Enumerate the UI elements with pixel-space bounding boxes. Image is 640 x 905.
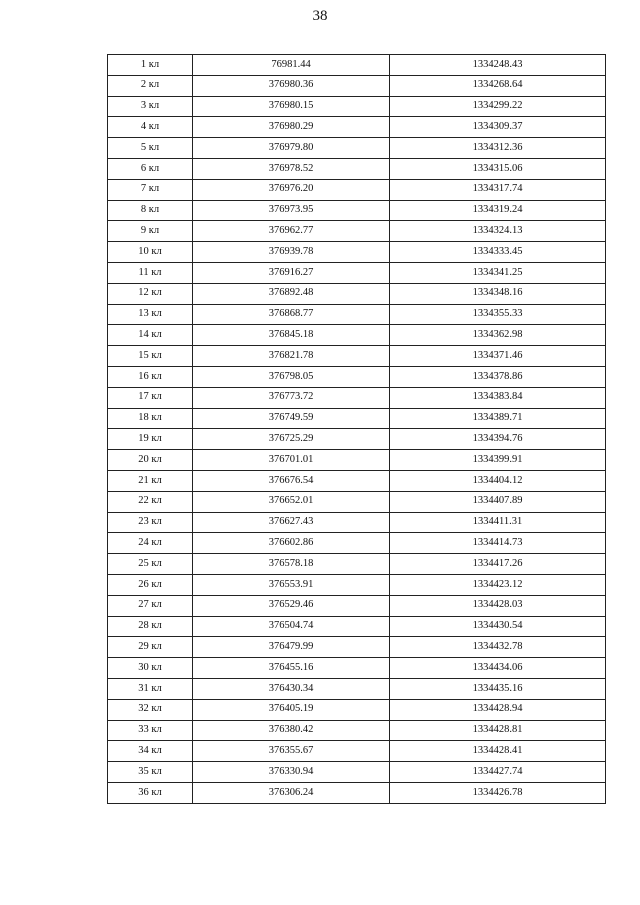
y-coordinate-cell: 1334333.45 xyxy=(390,242,606,263)
y-coordinate-cell: 1334432.78 xyxy=(390,637,606,658)
x-coordinate-cell: 376916.27 xyxy=(193,262,390,283)
point-label-cell: 25 кл xyxy=(108,554,193,575)
y-coordinate-cell: 1334407.89 xyxy=(390,491,606,512)
table-row xyxy=(108,96,606,117)
table-row xyxy=(108,262,606,283)
point-label-cell: 34 кл xyxy=(108,741,193,762)
point-label-cell: 23 кл xyxy=(108,512,193,533)
x-coordinate-cell: 76981.44 xyxy=(193,55,390,76)
x-coordinate-cell: 376962.77 xyxy=(193,221,390,242)
table-row xyxy=(108,325,606,346)
y-coordinate-cell: 1334414.73 xyxy=(390,533,606,554)
y-coordinate-cell: 1334309.37 xyxy=(390,117,606,138)
table-row xyxy=(108,554,606,575)
point-label-cell: 9 кл xyxy=(108,221,193,242)
point-label-cell: 19 кл xyxy=(108,429,193,450)
table-row xyxy=(108,658,606,679)
table-row xyxy=(108,387,606,408)
table-row xyxy=(108,741,606,762)
x-coordinate-cell: 376627.43 xyxy=(193,512,390,533)
y-coordinate-cell: 1334355.33 xyxy=(390,304,606,325)
x-coordinate-cell: 376479.99 xyxy=(193,637,390,658)
y-coordinate-cell: 1334248.43 xyxy=(390,55,606,76)
x-coordinate-cell: 376553.91 xyxy=(193,574,390,595)
y-coordinate-cell: 1334312.36 xyxy=(390,138,606,159)
y-coordinate-cell: 1334428.81 xyxy=(390,720,606,741)
x-coordinate-cell: 376330.94 xyxy=(193,762,390,783)
table-row xyxy=(108,138,606,159)
point-label-cell: 21 кл xyxy=(108,470,193,491)
y-coordinate-cell: 1334315.06 xyxy=(390,158,606,179)
point-label-cell: 17 кл xyxy=(108,387,193,408)
point-label-cell: 3 кл xyxy=(108,96,193,117)
y-coordinate-cell: 1334348.16 xyxy=(390,283,606,304)
table-row xyxy=(108,366,606,387)
y-coordinate-cell: 1334371.46 xyxy=(390,346,606,367)
x-coordinate-cell: 376430.34 xyxy=(193,678,390,699)
x-coordinate-cell: 376773.72 xyxy=(193,387,390,408)
x-coordinate-cell: 376980.36 xyxy=(193,75,390,96)
point-label-cell: 20 кл xyxy=(108,450,193,471)
table-row xyxy=(108,283,606,304)
y-coordinate-cell: 1334299.22 xyxy=(390,96,606,117)
table-row xyxy=(108,158,606,179)
x-coordinate-cell: 376749.59 xyxy=(193,408,390,429)
table-row xyxy=(108,221,606,242)
point-label-cell: 6 кл xyxy=(108,158,193,179)
x-coordinate-cell: 376578.18 xyxy=(193,554,390,575)
x-coordinate-cell: 376504.74 xyxy=(193,616,390,637)
table-row xyxy=(108,242,606,263)
table-row xyxy=(108,595,606,616)
y-coordinate-cell: 1334362.98 xyxy=(390,325,606,346)
y-coordinate-cell: 1334319.24 xyxy=(390,200,606,221)
x-coordinate-cell: 376455.16 xyxy=(193,658,390,679)
y-coordinate-cell: 1334428.03 xyxy=(390,595,606,616)
table-row xyxy=(108,616,606,637)
x-coordinate-cell: 376405.19 xyxy=(193,699,390,720)
point-label-cell: 10 кл xyxy=(108,242,193,263)
y-coordinate-cell: 1334399.91 xyxy=(390,450,606,471)
point-label-cell: 14 кл xyxy=(108,325,193,346)
table-row xyxy=(108,304,606,325)
table-row xyxy=(108,408,606,429)
point-label-cell: 24 кл xyxy=(108,533,193,554)
y-coordinate-cell: 1334423.12 xyxy=(390,574,606,595)
table-row xyxy=(108,720,606,741)
point-label-cell: 7 кл xyxy=(108,179,193,200)
point-label-cell: 16 кл xyxy=(108,366,193,387)
table-row xyxy=(108,75,606,96)
y-coordinate-cell: 1334389.71 xyxy=(390,408,606,429)
y-coordinate-cell: 1334324.13 xyxy=(390,221,606,242)
point-label-cell: 30 кл xyxy=(108,658,193,679)
y-coordinate-cell: 1334428.41 xyxy=(390,741,606,762)
x-coordinate-cell: 376529.46 xyxy=(193,595,390,616)
point-label-cell: 29 кл xyxy=(108,637,193,658)
y-coordinate-cell: 1334430.54 xyxy=(390,616,606,637)
point-label-cell: 2 кл xyxy=(108,75,193,96)
table-row xyxy=(108,117,606,138)
x-coordinate-cell: 376978.52 xyxy=(193,158,390,179)
point-label-cell: 26 кл xyxy=(108,574,193,595)
x-coordinate-cell: 376980.15 xyxy=(193,96,390,117)
table-row xyxy=(108,470,606,491)
y-coordinate-cell: 1334404.12 xyxy=(390,470,606,491)
x-coordinate-cell: 376939.78 xyxy=(193,242,390,263)
y-coordinate-cell: 1334435.16 xyxy=(390,678,606,699)
point-label-cell: 28 кл xyxy=(108,616,193,637)
point-label-cell: 12 кл xyxy=(108,283,193,304)
point-label-cell: 33 кл xyxy=(108,720,193,741)
y-coordinate-cell: 1334394.76 xyxy=(390,429,606,450)
x-coordinate-cell: 376306.24 xyxy=(193,782,390,803)
table-row xyxy=(108,533,606,554)
table-row xyxy=(108,429,606,450)
point-label-cell: 32 кл xyxy=(108,699,193,720)
table-row xyxy=(108,200,606,221)
x-coordinate-cell: 376868.77 xyxy=(193,304,390,325)
table-row xyxy=(108,55,606,76)
y-coordinate-cell: 1334317.74 xyxy=(390,179,606,200)
point-label-cell: 5 кл xyxy=(108,138,193,159)
table-row xyxy=(108,699,606,720)
y-coordinate-cell: 1334426.78 xyxy=(390,782,606,803)
x-coordinate-cell: 376973.95 xyxy=(193,200,390,221)
x-coordinate-cell: 376355.67 xyxy=(193,741,390,762)
x-coordinate-cell: 376821.78 xyxy=(193,346,390,367)
x-coordinate-cell: 376976.20 xyxy=(193,179,390,200)
x-coordinate-cell: 376980.29 xyxy=(193,117,390,138)
x-coordinate-cell: 376602.86 xyxy=(193,533,390,554)
table-row xyxy=(108,637,606,658)
table-row xyxy=(108,782,606,803)
point-label-cell: 1 кл xyxy=(108,55,193,76)
x-coordinate-cell: 376676.54 xyxy=(193,470,390,491)
point-label-cell: 35 кл xyxy=(108,762,193,783)
point-label-cell: 22 кл xyxy=(108,491,193,512)
point-label-cell: 13 кл xyxy=(108,304,193,325)
y-coordinate-cell: 1334428.94 xyxy=(390,699,606,720)
y-coordinate-cell: 1334378.86 xyxy=(390,366,606,387)
y-coordinate-cell: 1334411.31 xyxy=(390,512,606,533)
x-coordinate-cell: 376380.42 xyxy=(193,720,390,741)
table-row xyxy=(108,512,606,533)
x-coordinate-cell: 376892.48 xyxy=(193,283,390,304)
y-coordinate-cell: 1334434.06 xyxy=(390,658,606,679)
coordinates-table xyxy=(107,54,606,804)
y-coordinate-cell: 1334383.84 xyxy=(390,387,606,408)
y-coordinate-cell: 1334268.64 xyxy=(390,75,606,96)
page-number: 38 xyxy=(312,8,328,24)
x-coordinate-cell: 376652.01 xyxy=(193,491,390,512)
table-row xyxy=(108,450,606,471)
table-row xyxy=(108,346,606,367)
x-coordinate-cell: 376725.29 xyxy=(193,429,390,450)
point-label-cell: 4 кл xyxy=(108,117,193,138)
point-label-cell: 8 кл xyxy=(108,200,193,221)
x-coordinate-cell: 376979.80 xyxy=(193,138,390,159)
point-label-cell: 31 кл xyxy=(108,678,193,699)
point-label-cell: 36 кл xyxy=(108,782,193,803)
table-row xyxy=(108,678,606,699)
table-row xyxy=(108,179,606,200)
point-label-cell: 15 кл xyxy=(108,346,193,367)
point-label-cell: 11 кл xyxy=(108,262,193,283)
table-row xyxy=(108,762,606,783)
point-label-cell: 27 кл xyxy=(108,595,193,616)
coordinates-table-body xyxy=(108,55,606,804)
point-label-cell: 18 кл xyxy=(108,408,193,429)
x-coordinate-cell: 376845.18 xyxy=(193,325,390,346)
y-coordinate-cell: 1334427.74 xyxy=(390,762,606,783)
x-coordinate-cell: 376701.01 xyxy=(193,450,390,471)
x-coordinate-cell: 376798.05 xyxy=(193,366,390,387)
table-row xyxy=(108,574,606,595)
y-coordinate-cell: 1334341.25 xyxy=(390,262,606,283)
y-coordinate-cell: 1334417.26 xyxy=(390,554,606,575)
table-row xyxy=(108,491,606,512)
